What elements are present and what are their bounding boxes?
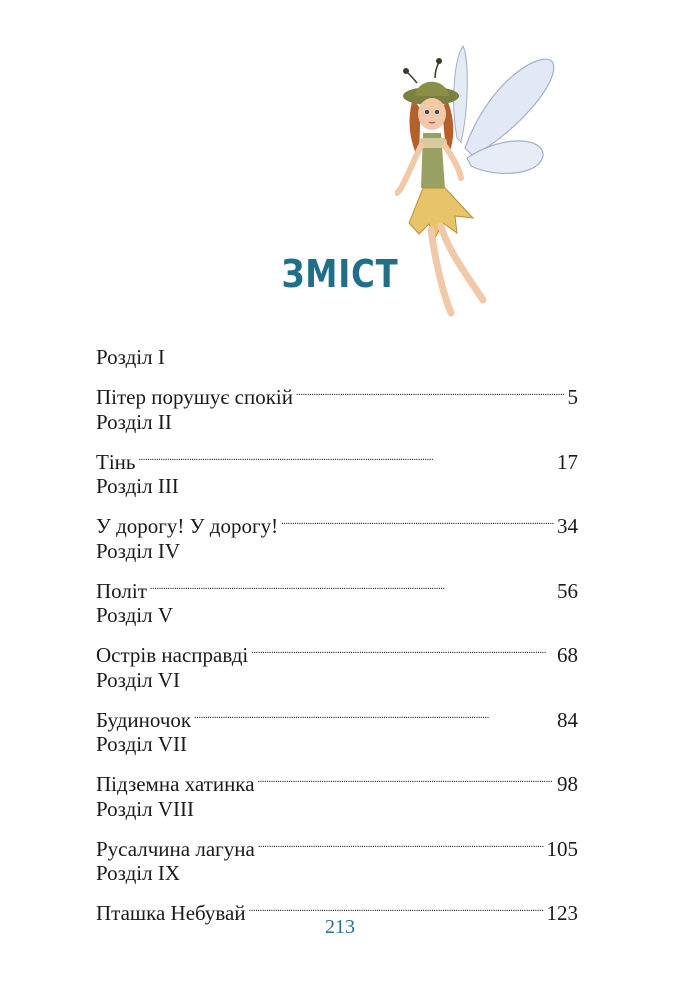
- dot-leader: [296, 373, 565, 404]
- chapter-title: Будиночок: [96, 707, 192, 732]
- chapter-page: 84: [557, 707, 578, 732]
- dot-leader: [281, 502, 554, 533]
- chapter-page: 105: [546, 836, 578, 861]
- chapter-number: Розділ III: [96, 474, 179, 498]
- dot-leader: [258, 760, 554, 791]
- chapter-row: [96, 760, 578, 796]
- chapter-row: [96, 502, 578, 538]
- toc-entry: [96, 729, 578, 794]
- dot-leader: [150, 567, 554, 598]
- chapter-number: Розділ VIII: [96, 796, 194, 821]
- chapter-row: [96, 825, 578, 861]
- chapter-title: Підземна хатинка: [96, 772, 255, 796]
- chapter-title: Пташка Небувай: [96, 901, 246, 925]
- dot-leader: [138, 438, 554, 469]
- chapter-page: 5: [567, 385, 578, 409]
- toc-entry: [96, 536, 578, 601]
- chapter-number: Розділ II: [96, 409, 172, 434]
- chapter-title: Русалчина лагуна: [96, 836, 255, 861]
- page-number: 213: [325, 916, 355, 938]
- toc-entry: [96, 794, 578, 859]
- chapter-page: 34: [557, 514, 578, 538]
- toc-entry: [96, 471, 578, 536]
- chapter-number: Розділ V: [96, 603, 173, 627]
- chapter-title: Тінь: [96, 449, 136, 474]
- chapter-title: Політ: [96, 578, 147, 603]
- chapter-row: [96, 567, 578, 603]
- dot-leader: [258, 825, 544, 856]
- chapter-page: 68: [557, 643, 578, 667]
- toc-entry: [96, 858, 578, 923]
- chapter-page: 98: [557, 772, 578, 796]
- dot-leader: [194, 696, 554, 727]
- toc-entry: [96, 342, 578, 407]
- page-title: ЗМІСТ: [281, 252, 399, 296]
- chapter-row: [96, 631, 578, 667]
- chapter-page: 56: [557, 578, 578, 603]
- chapter-title: Острів насправді: [96, 643, 249, 667]
- chapter-row: [96, 373, 578, 409]
- toc-entry: [96, 665, 578, 730]
- chapter-number: Розділ IV: [96, 538, 180, 563]
- chapter-title: У дорогу! У дорогу!: [96, 514, 279, 538]
- chapter-row: [96, 696, 578, 732]
- chapter-number: Розділ VII: [96, 732, 187, 756]
- toc-entry: [96, 407, 578, 472]
- chapter-number: Розділ I: [96, 345, 165, 369]
- table-of-contents: [96, 342, 578, 923]
- chapter-number: Розділ VI: [96, 667, 180, 692]
- chapter-title: Пітер порушує спокій: [96, 385, 293, 409]
- chapter-number: Розділ IX: [96, 861, 180, 885]
- chapter-page: 123: [546, 901, 578, 925]
- dot-leader: [251, 631, 554, 662]
- chapter-page: 17: [557, 449, 578, 474]
- chapter-row: [96, 438, 578, 474]
- toc-entry: [96, 600, 578, 665]
